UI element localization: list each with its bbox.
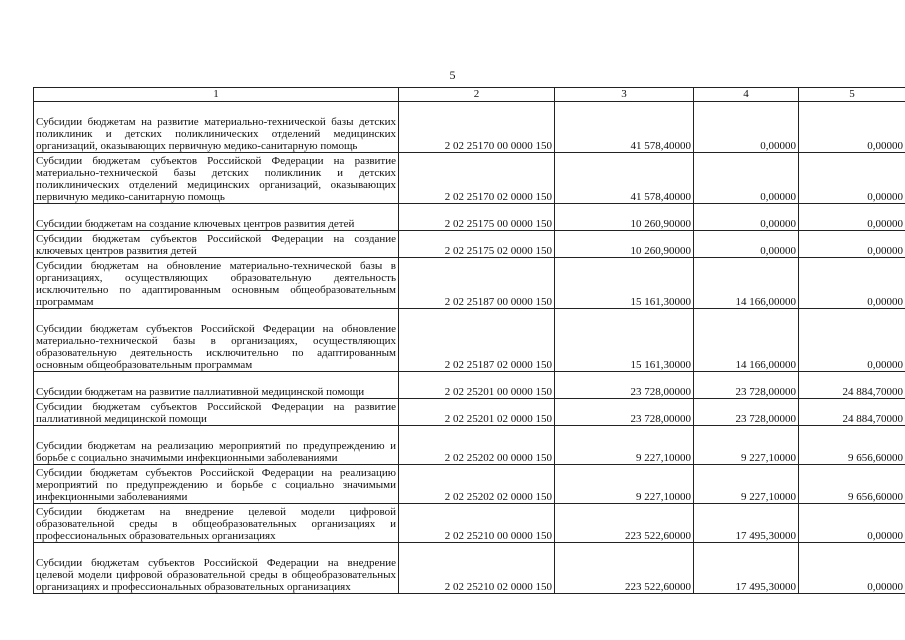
header-col-1: 1 (34, 88, 399, 102)
row-code: 2 02 25170 00 0000 150 (399, 102, 555, 153)
row-col-3: 15 161,30000 (555, 258, 694, 309)
row-col-5: 0,00000 (799, 258, 905, 309)
row-col-5: 0,00000 (799, 102, 905, 153)
table-row (34, 465, 905, 504)
row-col-3: 9 227,10000 (555, 426, 694, 465)
row-col-3: 9 227,10000 (555, 465, 694, 504)
header-col-4: 4 (694, 88, 799, 102)
table-row (34, 102, 905, 153)
row-description: Субсидии бюджетам субъектов Российской Федерации на реализацию мероприятий по предупреждению и борьбе с социально значимыми инфекционными заболеваниями (34, 465, 399, 504)
row-col-5: 0,00000 (799, 231, 905, 258)
row-col-4: 0,00000 (694, 102, 799, 153)
table-row (34, 309, 905, 372)
row-code: 2 02 25175 00 0000 150 (399, 204, 555, 231)
table-row (34, 504, 905, 543)
table-row (34, 204, 905, 231)
row-code: 2 02 25201 02 0000 150 (399, 399, 555, 426)
row-code: 2 02 25210 02 0000 150 (399, 543, 555, 594)
row-description: Субсидии бюджетам на реализацию мероприятий по предупреждению и борьбе с социально значимыми инфекционными заболеваниями (34, 426, 399, 465)
row-col-4: 23 728,00000 (694, 372, 799, 399)
row-col-3: 15 161,30000 (555, 309, 694, 372)
header-col-5: 5 (799, 88, 905, 102)
row-col-4: 0,00000 (694, 204, 799, 231)
row-col-3: 223 522,60000 (555, 543, 694, 594)
row-description: Субсидии бюджетам на создание ключевых центров развития детей (34, 204, 399, 231)
table-row (34, 399, 905, 426)
row-col-4: 9 227,10000 (694, 426, 799, 465)
row-col-5: 24 884,70000 (799, 399, 905, 426)
table-row (34, 258, 905, 309)
row-col-4: 14 166,00000 (694, 309, 799, 372)
row-col-5: 0,00000 (799, 543, 905, 594)
row-description: Субсидии бюджетам на развитие паллиативной медицинской помощи (34, 372, 399, 399)
row-col-4: 17 495,30000 (694, 543, 799, 594)
row-description: Субсидии бюджетам на развитие материально-технической базы детских поликлиник и детских поликлинических отделений медицинских организаций, оказывающих первичную медико-санитарную помощь (34, 102, 399, 153)
row-col-5: 9 656,60000 (799, 426, 905, 465)
row-col-3: 41 578,40000 (555, 153, 694, 204)
row-description: Субсидии бюджетам субъектов Российской Федерации на развитие паллиативной медицинской помощи (34, 399, 399, 426)
row-code: 2 02 25175 02 0000 150 (399, 231, 555, 258)
row-col-3: 23 728,00000 (555, 372, 694, 399)
row-code: 2 02 25210 00 0000 150 (399, 504, 555, 543)
row-col-3: 223 522,60000 (555, 504, 694, 543)
table-row (34, 153, 905, 204)
header-col-3: 3 (555, 88, 694, 102)
row-col-5: 0,00000 (799, 204, 905, 231)
row-col-5: 0,00000 (799, 504, 905, 543)
header-col-2: 2 (399, 88, 555, 102)
page-number: 5 (449, 68, 456, 82)
row-col-4: 14 166,00000 (694, 258, 799, 309)
header-row (34, 88, 905, 102)
row-description: Субсидии бюджетам субъектов Российской Федерации на развитие материально-технической базы детских поликлиник и детских поликлинических отделений медицинских организаций, оказывающих первичную медико-санитарную помощь (34, 153, 399, 204)
row-description: Субсидии бюджетам субъектов Российской Федерации на внедрение целевой модели цифровой образовательной среды в общеобразовательных организациях и профессиональных образовательных организациях (34, 543, 399, 594)
row-col-4: 0,00000 (694, 153, 799, 204)
row-description: Субсидии бюджетам субъектов Российской Федерации на создание ключевых центров развития детей (34, 231, 399, 258)
row-col-3: 23 728,00000 (555, 399, 694, 426)
row-description: Субсидии бюджетам на внедрение целевой модели цифровой образовательной среды в общеобразовательных организациях и профессиональных образовательных организациях (34, 504, 399, 543)
row-col-4: 23 728,00000 (694, 399, 799, 426)
row-code: 2 02 25187 02 0000 150 (399, 309, 555, 372)
table-row (34, 426, 905, 465)
table-row (34, 231, 905, 258)
row-col-3: 10 260,90000 (555, 231, 694, 258)
row-code: 2 02 25187 00 0000 150 (399, 258, 555, 309)
row-col-5: 0,00000 (799, 153, 905, 204)
row-code: 2 02 25202 00 0000 150 (399, 426, 555, 465)
row-col-4: 9 227,10000 (694, 465, 799, 504)
row-col-4: 17 495,30000 (694, 504, 799, 543)
table-row (34, 543, 905, 594)
row-code: 2 02 25201 00 0000 150 (399, 372, 555, 399)
row-col-5: 0,00000 (799, 309, 905, 372)
row-col-3: 41 578,40000 (555, 102, 694, 153)
row-description: Субсидии бюджетам на обновление материально-технической базы в организациях, осуществляющих образовательную деятельность исключительно по адаптированным основным общеобразовательным программам (34, 258, 399, 309)
row-col-3: 10 260,90000 (555, 204, 694, 231)
row-col-4: 0,00000 (694, 231, 799, 258)
row-col-5: 24 884,70000 (799, 372, 905, 399)
row-code: 2 02 25202 02 0000 150 (399, 465, 555, 504)
table-row (34, 372, 905, 399)
row-col-5: 9 656,60000 (799, 465, 905, 504)
row-description: Субсидии бюджетам субъектов Российской Федерации на обновление материально-технической базы в организациях, осуществляющих образовательную деятельность исключительно по адаптированным основным общеобразовательным программам (34, 309, 399, 372)
budget-table (33, 87, 905, 594)
row-code: 2 02 25170 02 0000 150 (399, 153, 555, 204)
